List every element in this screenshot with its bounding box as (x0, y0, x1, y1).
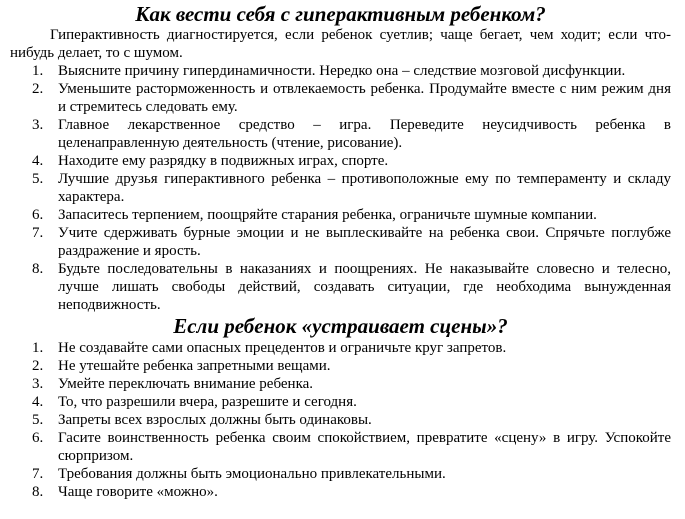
list-item (10, 339, 671, 357)
list-item (10, 357, 671, 375)
list-item-number: 1. (32, 340, 44, 356)
section1-list (10, 62, 671, 314)
list-item-number: 8. (32, 484, 44, 500)
list-item (10, 152, 671, 170)
list-item-text: Не утешайте ребенка запретными вещами. (58, 358, 331, 374)
list-item-number: 3. (32, 117, 44, 133)
list-item-number: 8. (32, 261, 44, 277)
list-item-number: 3. (32, 376, 44, 392)
list-item-text: Выясните причину гипердинамичности. Нередко она – следствие мозговой дисфункции. (58, 63, 626, 79)
list-item (10, 411, 671, 429)
list-item-number: 7. (32, 225, 44, 241)
list-item-number: 2. (32, 81, 44, 97)
list-item-number: 6. (32, 207, 44, 223)
list-item-text: Умейте переключать внимание ребенка. (58, 376, 314, 392)
list-item (10, 62, 671, 80)
list-item-number: 2. (32, 358, 44, 374)
list-item-number: 1. (32, 63, 44, 79)
section2-heading: Если ребенок «устраивает сцены»? (173, 314, 508, 338)
list-item (10, 260, 671, 314)
list-item-number: 6. (32, 430, 44, 446)
list-item (10, 483, 671, 501)
list-item (10, 465, 671, 483)
list-item (10, 116, 671, 152)
list-item-text: Будьте последовательны в наказаниях и поощрениях. Не наказывайте словесно и телесно, лучше лишать свободы действий, создавать ситуации, где необходима вынужденная неподвижность. (58, 261, 671, 313)
list-item-text: Учите сдерживать бурные эмоции и не выплескивайте на ребенка свои. Спрячьте поглубже раздражение и ярость. (58, 225, 671, 259)
list-item-text: То, что разрешили вчера, разрешите и сегодня. (58, 394, 357, 410)
section1-intro: Гиперактивность диагностируется, если ребенок суетлив; чаще бегает, чем ходит; если что-нибудь делает, то с шумом. (10, 27, 671, 61)
list-item (10, 393, 671, 411)
list-item-text: Главное лекарственное средство – игра. Переведите неусидчивость ребенка в целенаправленную деятельность (чтение, рисование). (58, 117, 671, 151)
list-item-text: Требования должны быть эмоционально привлекательными. (58, 466, 446, 482)
list-item-text: Запреты всех взрослых должны быть одинаковы. (58, 412, 372, 428)
list-item (10, 375, 671, 393)
list-item-number: 5. (32, 412, 44, 428)
section1-heading: Как вести себя с гиперактивным ребенком? (135, 2, 546, 26)
list-item-text: Гасите воинственность ребенка своим спокойствием, превратите «сцену» в игру. Успокойте сюрпризом. (58, 430, 671, 464)
list-item (10, 429, 671, 465)
list-item-text: Лучшие друзья гиперактивного ребенка – противоположные ему по темпераменту и складу характера. (58, 171, 671, 205)
list-item-text: Не создавайте сами опасных прецедентов и ограничьте круг запретов. (58, 340, 507, 356)
list-item-number: 4. (32, 153, 44, 169)
list-item (10, 170, 671, 206)
list-item (10, 206, 671, 224)
list-item-number: 7. (32, 466, 44, 482)
list-item-text: Чаще говорите «можно». (58, 484, 218, 500)
list-item-number: 4. (32, 394, 44, 410)
list-item (10, 224, 671, 260)
list-item-number: 5. (32, 171, 44, 187)
list-item (10, 80, 671, 116)
list-item-text: Запаситесь терпением, поощряйте старания ребенка, ограничьте шумные компании. (58, 207, 597, 223)
section2-list (10, 339, 671, 501)
list-item-text: Уменьшите расторможенность и отвлекаемость ребенка. Продумайте вместе с ним режим дня и стремитесь следовать ему. (58, 81, 671, 115)
list-item-text: Находите ему разрядку в подвижных играх, спорте. (58, 153, 389, 169)
